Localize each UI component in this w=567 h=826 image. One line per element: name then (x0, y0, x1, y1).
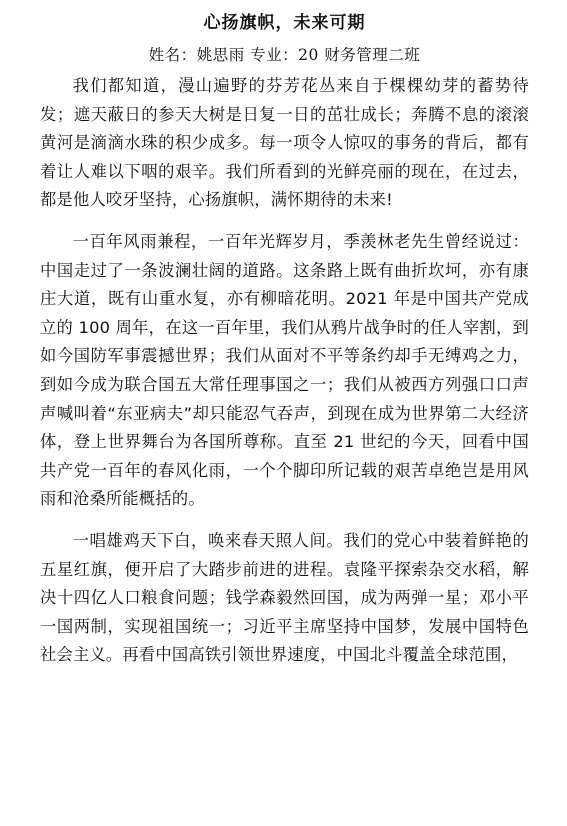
author-byline (40, 42, 529, 68)
author-name: 姚思雨 (196, 46, 245, 64)
name-label: 姓名： (148, 46, 197, 64)
major-label: 专业： (250, 46, 299, 64)
body-paragraph-2: 一百年风雨兼程，一百年光辉岁月，季羡林老先生曾经说过：中国走过了一条波澜壮阔的道路。这条路上既有曲折坎坷，亦有康庄大道，既有山重水复，亦有柳暗花明。2021 年是中国共产党成立的 100 周年，在这一百年里，我们从鸦片战争时的任人宰割，到如今国防军事震撼世界；我们从面对不平等条约却手无缚鸡之力，到如今成为联合国五大常任理事国之一；我们从被西方列强口口声声喊叫着“东亚病夫”却只能忍气吞声，到现在成为世界第二大经济体，登上世界舞台为各国所尊称。直至 21 世纪的今天，回看中国共产党一百年的春风化雨，一个个脚印所记载的艰苦卓绝岂是用风雨和沧桑所能概括的。 (40, 231, 529, 509)
body-paragraph-1: 我们都知道，漫山遍野的芬芳花丛来自于棵棵幼芽的蓄势待发；遮天蔽日的参天大树是日复一日的茁壮成长；奔腾不息的滚滚黄河是滴滴水珠的积少成多。每一项令人惊叹的事务的背后，都有着让人难以下咽的艰辛。我们所看到的光鲜亮丽的现在，在过去，都是他人咬牙坚持，心扬旗帜，满怀期待的未来! (40, 76, 529, 210)
author-major: 20 财务管理二班 (298, 46, 421, 64)
document-title: 心扬旗帜，未来可期 (203, 13, 366, 33)
body-paragraph-3: 一唱雄鸡天下白，唤来春天照人间。我们的党心中装着鲜艳的五星红旗，便开启了大踏步前进的进程。袁隆平探索杂交水稻，解决十四亿人口粮食问题；钱学森毅然回国，成为两弹一星；邓小平一国两制，实现祖国统一；习近平主席坚持中国梦，发展中国特色社会主义。再看中国高铁引领世界速度，中国北斗覆盖全球范围， (40, 530, 529, 665)
